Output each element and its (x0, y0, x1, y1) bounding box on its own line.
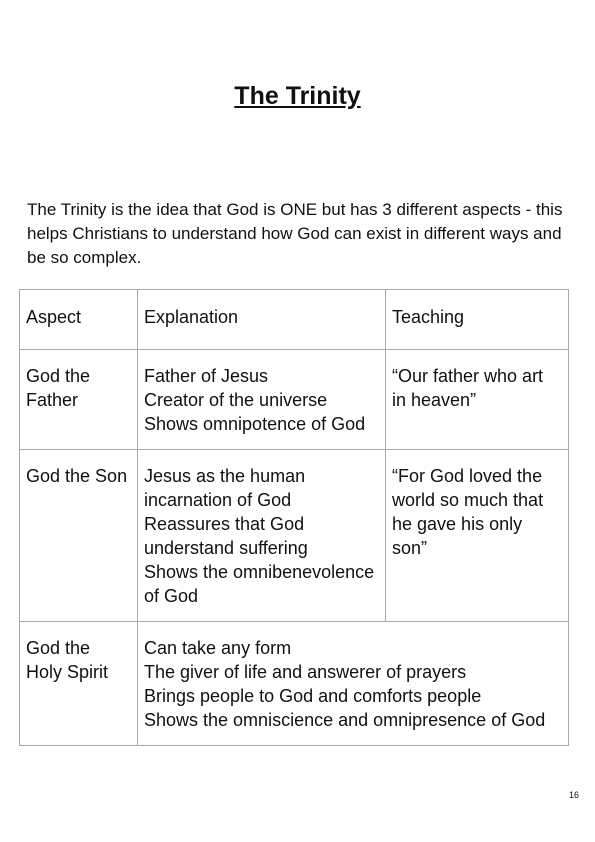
explanation-line: Shows the omnibenevolence of God (144, 562, 375, 606)
explanation-line: The giver of life and answerer of prayers (144, 662, 467, 682)
explanation-line: Father of Jesus (144, 366, 269, 386)
explanation-line: Brings people to God and comforts people (144, 686, 482, 706)
header-aspect: Aspect (20, 290, 138, 350)
explanation-line: Creator of the universe (144, 390, 328, 410)
explanation-cell (138, 350, 386, 450)
explanation-cell (138, 622, 569, 746)
explanation-line: Jesus as the human incarnation of God (144, 466, 306, 510)
table-row (20, 622, 569, 746)
explanation-line: Reassures that God understand suffering (144, 514, 308, 558)
table-row (20, 350, 569, 450)
header-teaching: Teaching (386, 290, 569, 350)
explanation-line: Shows the omniscience and omnipresence of God (144, 710, 546, 730)
header-explanation: Explanation (138, 290, 386, 350)
explanation-line: Can take any form (144, 638, 292, 658)
trinity-table (19, 289, 569, 746)
page-number: 16 (569, 790, 580, 800)
teaching-cell: “For God loved the world so much that he gave his only son” (386, 450, 569, 622)
aspect-cell: God the Holy Spirit (20, 622, 138, 746)
explanation-cell (138, 450, 386, 622)
page-title: The Trinity (234, 82, 361, 110)
table-header-row (20, 290, 569, 350)
intro-paragraph: The Trinity is the idea that God is ONE but has 3 different aspects - this helps Christians to understand how God can exist in different ways and be so complex. (27, 200, 563, 267)
teaching-cell: “Our father who art in heaven” (386, 350, 569, 450)
aspect-cell: God the Son (20, 450, 138, 622)
explanation-line: Shows omnipotence of God (144, 414, 366, 434)
table-row (20, 450, 569, 622)
aspect-cell: God the Father (20, 350, 138, 450)
